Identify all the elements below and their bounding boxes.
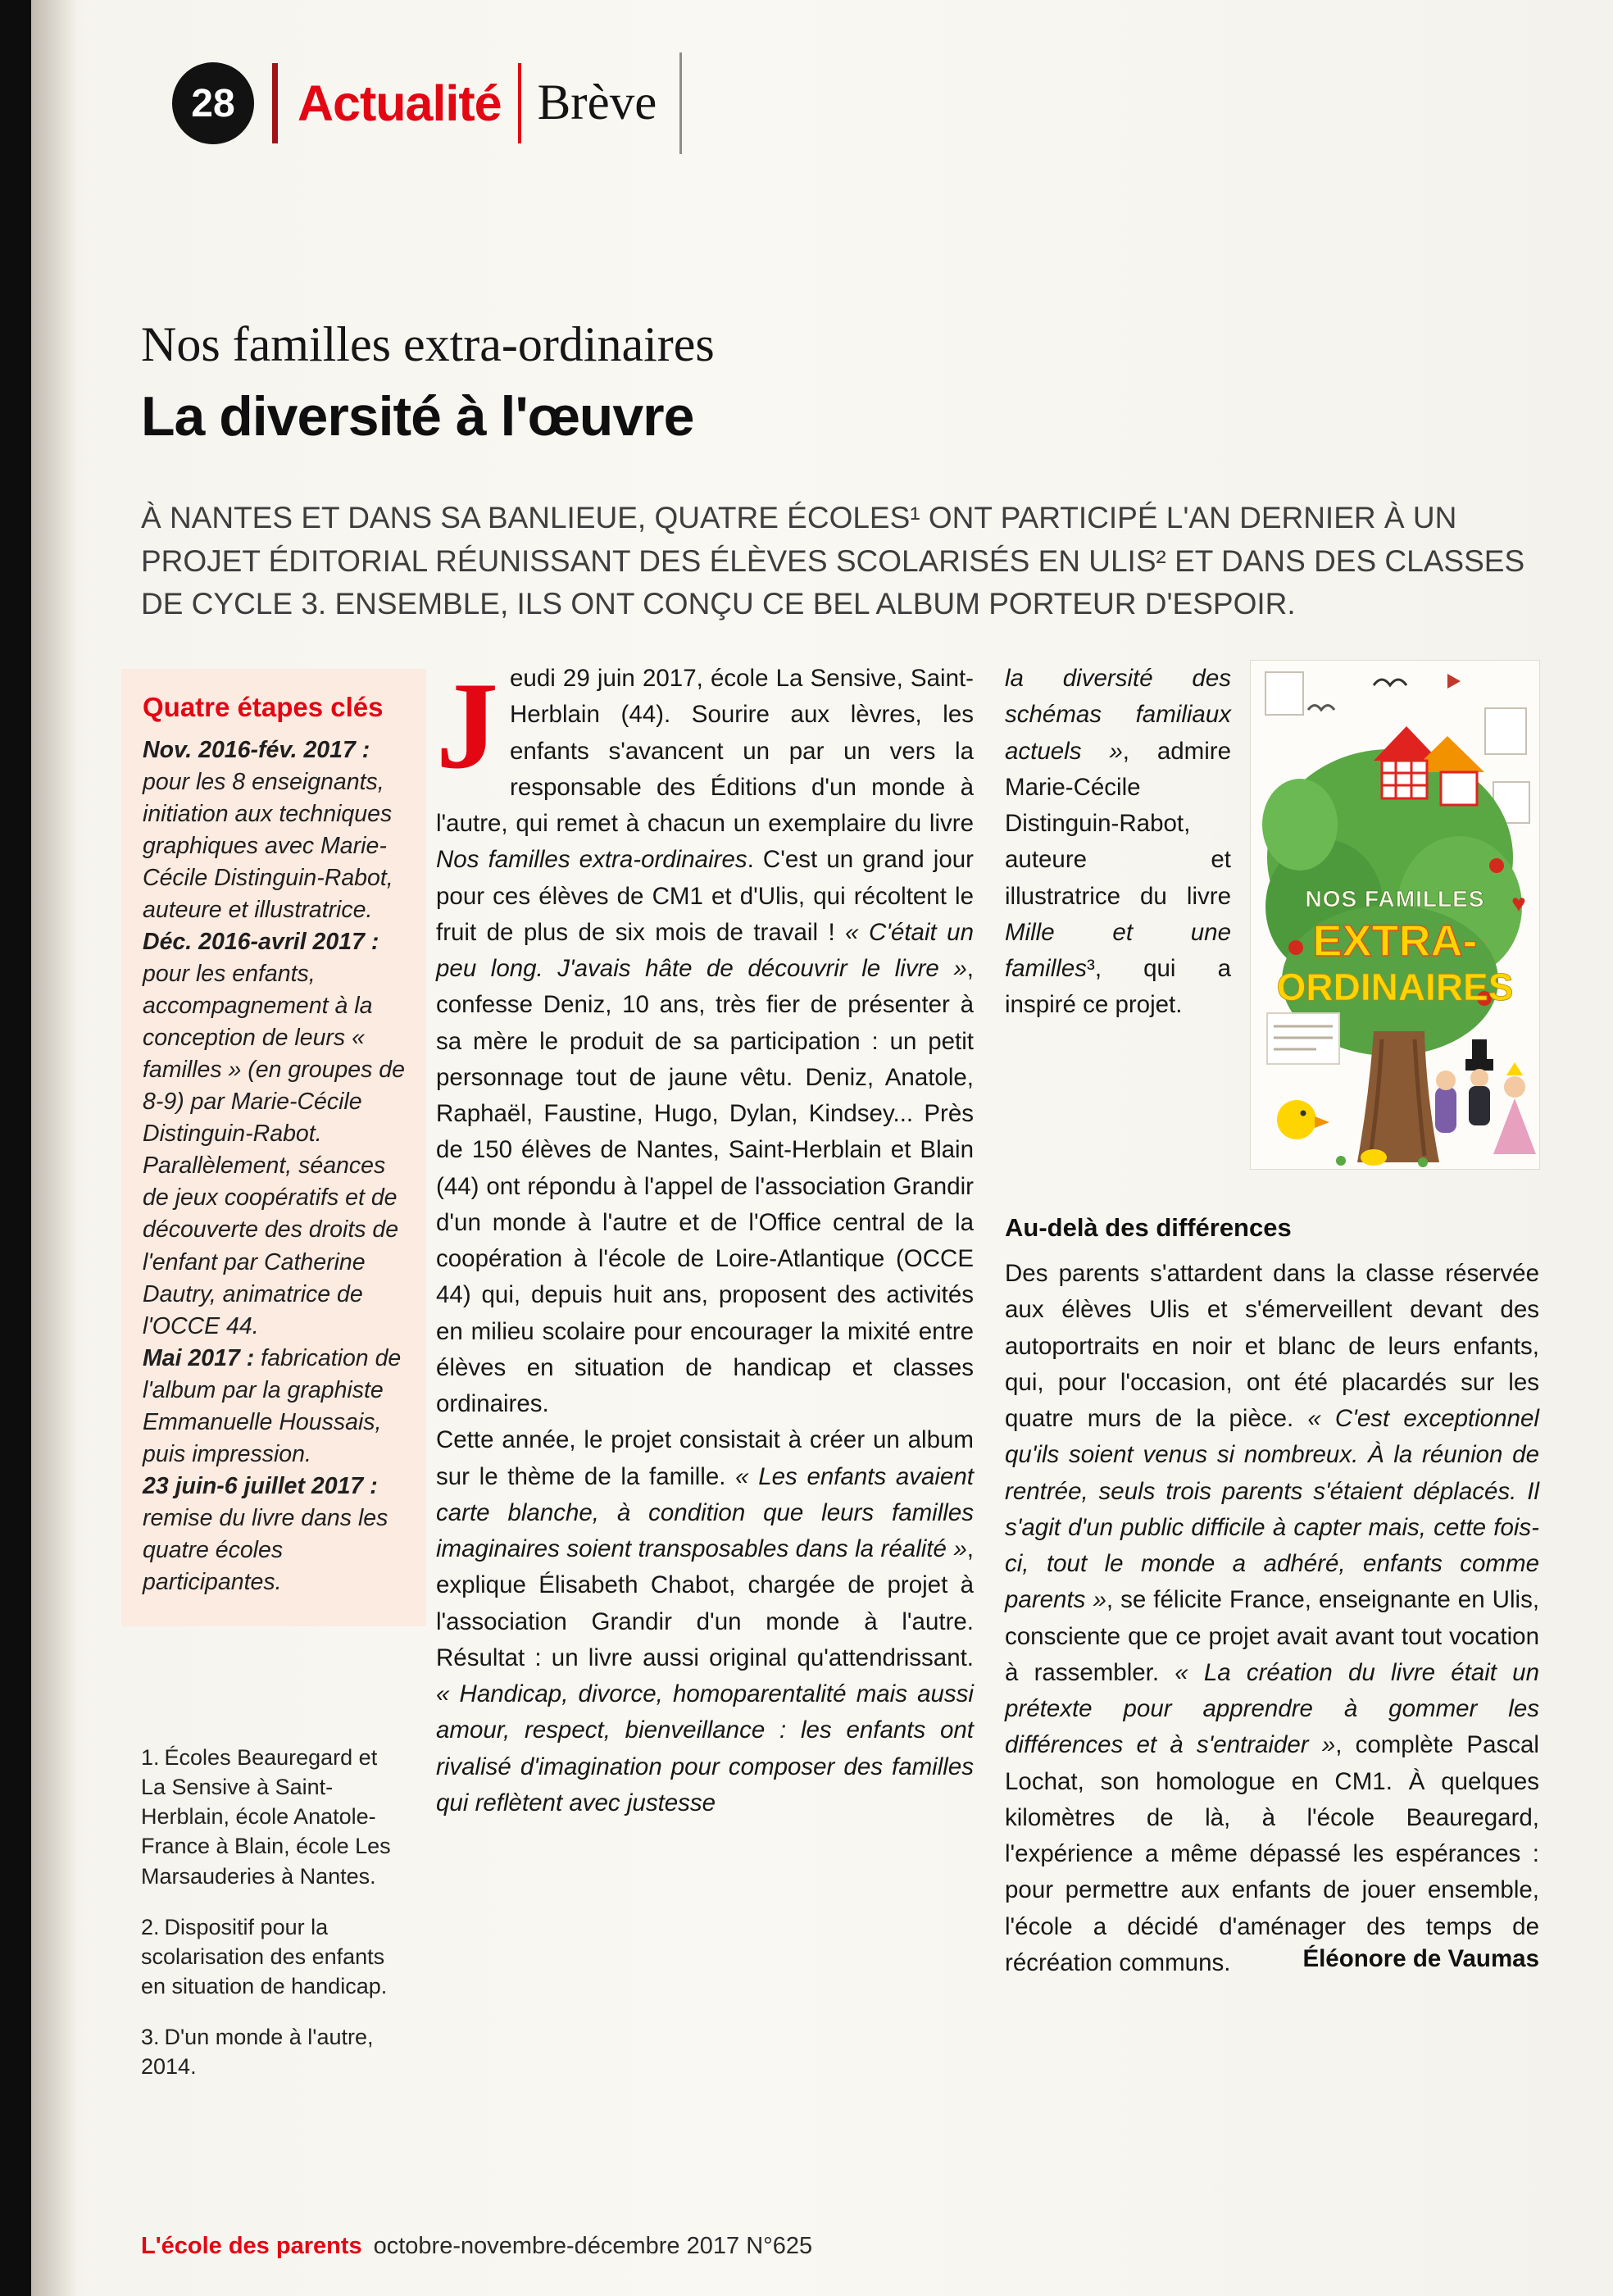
subsection-label: Brève	[537, 75, 657, 130]
page-number-badge	[172, 62, 254, 144]
header-divider	[679, 52, 682, 154]
timeline-step	[143, 1343, 405, 1471]
timeline-step	[143, 1471, 405, 1598]
scan-edge	[0, 0, 31, 2296]
article-title: La diversité à l'œuvre	[141, 385, 694, 448]
headline-block	[141, 316, 715, 448]
step-text: fabrication de l'album par la graphiste Emmanuelle Houssais, puis impression.	[143, 1344, 402, 1467]
footnote-number: 2.	[141, 1914, 160, 1939]
footnote	[141, 1912, 392, 2002]
timeline-step	[143, 926, 405, 1342]
footnote	[141, 1743, 392, 1891]
svg-text:♥: ♥	[1511, 890, 1526, 917]
page-header	[172, 52, 682, 154]
footnote	[141, 2022, 392, 2081]
step-text: pour les 8 enseignants, initiation aux techniques graphiques avec Marie-Cécile Distinguin-Rabot, auteure et illustratrice.	[143, 769, 393, 924]
key-steps-box	[121, 669, 426, 1626]
book-cover-illustration	[1251, 661, 1539, 1169]
drop-cap: J	[436, 657, 498, 794]
sidebar-title: Quatre étapes clés	[143, 692, 384, 722]
footnote-text: D'un monde à l'autre, 2014.	[141, 2025, 374, 2080]
right-column	[1005, 661, 1540, 1976]
section-label: Actualité	[298, 75, 502, 131]
issue-info: octobre-novembre-décembre 2017 N°625	[373, 2233, 813, 2259]
paragraph-text: Cette année, le projet consistait à créer un album sur le thème de la famille. « Les enfants avaient carte blanche, à condition que leurs familles imaginaires soient transposables dans la réalité », explique Élisabeth Chabot, chargée de projet à l'association Grandir d'un monde à l'autre. Résultat : un livre aussi original qu'attendrissant. « Handicap, divorce, homoparentalité mais aussi amour, respect, bienveillance : les enfants ont rivalisé d'imagination pour composer des familles qui reflètent avec justesse	[436, 1426, 974, 1816]
page-number: 28	[191, 81, 235, 125]
step-text: remise du livre dans les quatre écoles participantes.	[143, 1504, 388, 1595]
section-heading: Au-delà des différences	[1005, 1213, 1292, 1242]
step-date: Nov. 2016-fév. 2017 :	[143, 737, 370, 763]
step-date: Mai 2017 :	[143, 1344, 255, 1371]
header-divider	[272, 63, 278, 143]
standfirst: À NANTES ET DANS SA BANLIEUE, QUATRE ÉCOLES¹ ONT PARTICIPÉ L'AN DERNIER À UN PROJET ÉDITORIAL RÉUNISSANT DES ÉLÈVES SCOLARISÉS EN ULIS² ET DANS DES CLASSES DE CYCLE 3. ENSEMBLE, ILS ONT CONÇU CE BEL ALBUM PORTEUR D'ESPOIR.	[141, 501, 1525, 621]
footnote-text: Dispositif pour la scolarisation des enfants en situation de handicap.	[141, 1914, 388, 1999]
cover-title-line3: ORDINAIRES	[1276, 966, 1514, 1008]
step-date: Déc. 2016-avril 2017 :	[143, 929, 379, 956]
article-paragraph	[436, 657, 974, 1422]
step-date: 23 juin-6 juillet 2017 :	[143, 1472, 378, 1499]
footnote-number: 3.	[141, 2025, 160, 2050]
article-paragraph	[1005, 1256, 1539, 1981]
footnote-text: Écoles Beauregard et La Sensive à Saint-Herblain, école Anatole-France à Blain, école Les Marsauderies à Nantes.	[141, 1744, 391, 1889]
byline: Éléonore de Vaumas	[1302, 1945, 1539, 1972]
article-paragraph	[436, 1422, 974, 1821]
magazine-name: L'école des parents	[141, 2233, 362, 2259]
left-column	[121, 669, 426, 2103]
cover-title-line2: EXTRA-	[1312, 916, 1478, 966]
footnotes	[121, 1743, 392, 2082]
cover-title-line1: NOS FAMILLES	[1305, 886, 1485, 912]
page-footer	[141, 2233, 812, 2260]
step-text: pour les enfants, accompagnement à la conception de leurs « familles » (en groupes de 8-9) par Marie-Cécile Distinguin-Rabot. Parallèlement, séances de jeux coopératifs et de découverte des droits de l'enfant par Catherine Dautry, animatrice de l'OCCE 44.	[143, 961, 406, 1339]
article-kicker: Nos familles extra-ordinaires	[141, 317, 715, 371]
middle-column	[436, 657, 974, 1821]
paragraph-text: eudi 29 juin 2017, école La Sensive, Saint-Herblain (44). Sourire aux lèvres, les enfants s'avancent un par un vers la responsable des Éditions d'un monde à l'autre, qui remet à chacun un exemplaire du livre Nos familles extra-ordinaires. C'est un grand jour pour ces élèves de CM1 et d'Ulis, qui récoltent le fruit de plus de six mois de travail ! « C'était un peu long. J'avais hâte de découvrir le livre », confesse Deniz, 10 ans, très fier de présenter à sa mère le produit de sa participation : un petit personnage tout de jaune vêtu. Deniz, Anatole, Raphaël, Faustine, Hugo, Dylan, Kindsey... Près de 150 élèves de Nantes, Saint-Herblain et Blain (44) ont répondu à l'appel de l'association Grandir d'un monde à l'autre et de l'Office central de la coopération à l'école de Loire-Atlantique (OCCE 44) qui, depuis huit ans, proposent des activités en milieu scolaire pour encourager la mixité entre élèves en situation de handicap et classes ordinaires.	[436, 665, 974, 1417]
paragraph-text: Des parents s'attardent dans la classe réservée aux élèves Ulis et s'émerveillent devant des autoportraits en noir et blanc de leurs enfants, qui, pour l'occasion, ont été placardés sur les quatre murs de la pièce. « C'est exceptionnel qu'ils soient venus si nombreux. À la réunion de rentrée, seuls trois parents s'étaient déplacés. Il s'agit d'un public difficile à capter mais, cette fois-ci, tout le monde a adhéré, enfants comme parents », se félicite France, enseignante en Ulis, consciente que ce projet avait avant tout vocation à rassembler. « La création du livre était un prétexte pour apprendre à gommer les différences et à s'entraider », complète Pascal Lochat, son homologue en CM1. À quelques kilomètres de là, à l'école Beauregard, l'expérience a même dépassé les espérances : pour permettre aux enfants de jouer ensemble, l'école a décidé d'aménager des temps de récréation communs.	[1005, 1260, 1540, 1976]
paragraph-text: la diversité des schémas familiaux actuels », admire Marie-Cécile Distinguin-Rabot, auteure et illustratrice du livre Mille et une familles³, qui a inspiré ce projet.	[1005, 665, 1231, 1019]
scan-shadow	[31, 0, 77, 2296]
header-divider	[518, 63, 521, 143]
footnote-number: 1.	[141, 1744, 160, 1770]
book-cover	[1251, 661, 1539, 1169]
timeline-step	[143, 734, 405, 926]
